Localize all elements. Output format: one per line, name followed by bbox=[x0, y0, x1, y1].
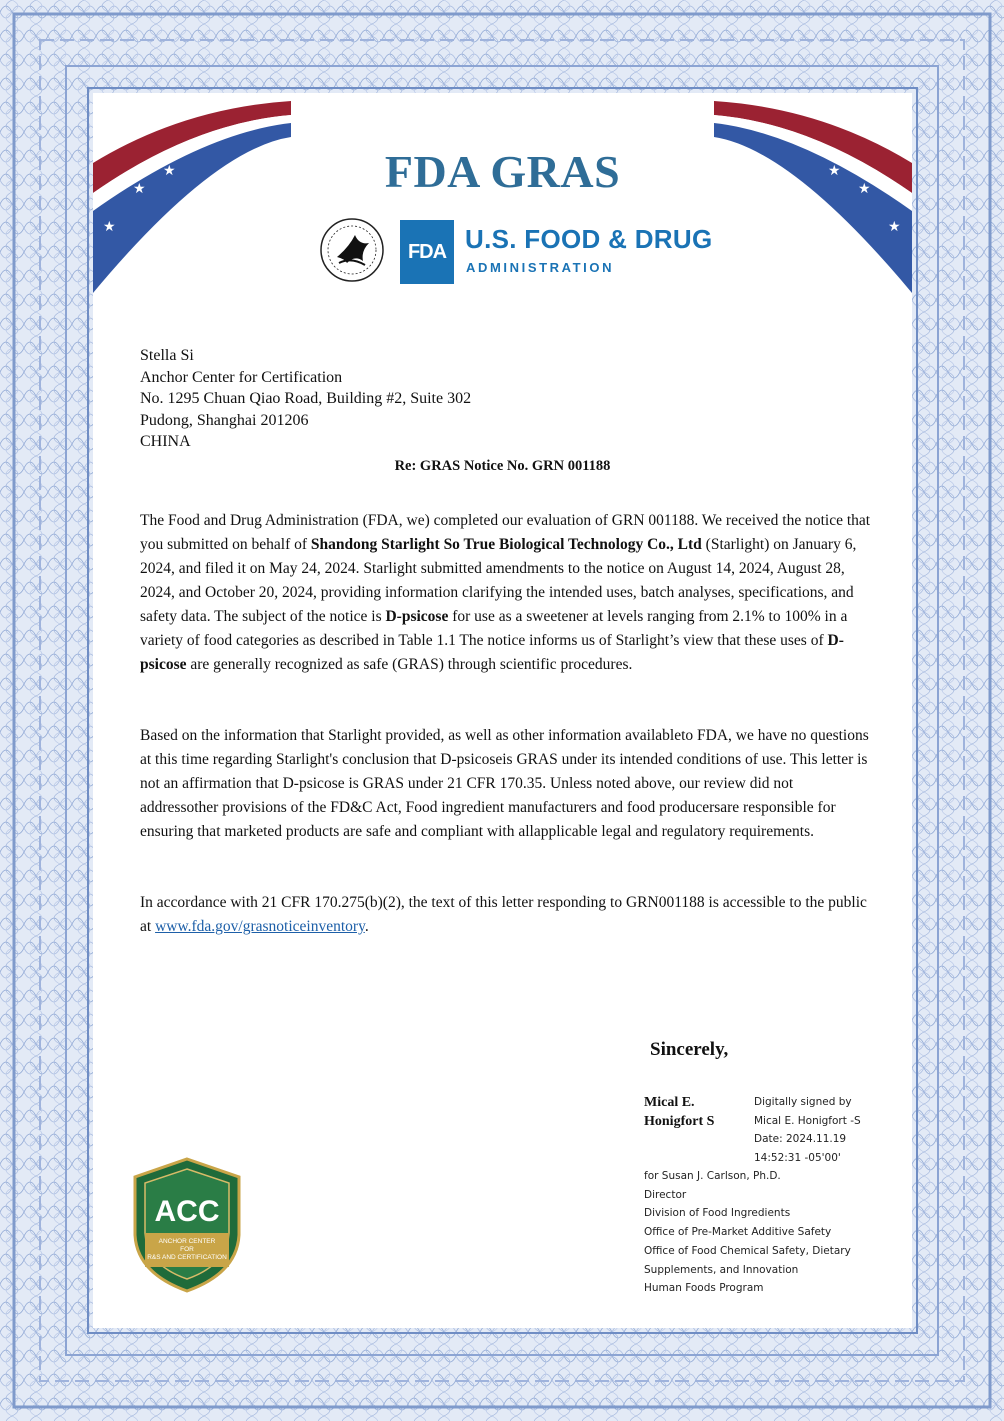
address-line: Pudong, Shanghai 201206 bbox=[140, 411, 309, 429]
agency-name: U.S. FOOD & DRUG bbox=[465, 224, 713, 254]
star-icon: ★ bbox=[858, 182, 871, 197]
text-span: (Starlight) on January 6, 2024, and filed it on May 24, 2024. Starlight submitted amendments to the notice on August 14, 2024, August 28, 2024, and October 20, 2024, providing information clarifying the intended uses, batch analyses, specifications, and safety data. The subject of the notice is bbox=[140, 536, 857, 625]
agency-subtitle: ADMINISTRATION bbox=[466, 260, 615, 275]
address-line: Stella Si bbox=[140, 347, 194, 364]
digital-signature-info bbox=[754, 1093, 861, 1167]
address-line: CHINA bbox=[140, 433, 191, 450]
hhs-seal-icon bbox=[319, 217, 385, 283]
digital-line: Date: 2024.11.19 bbox=[754, 1133, 847, 1145]
digital-line: Mical E. Honigfort -S bbox=[754, 1114, 861, 1127]
signature-block bbox=[644, 1167, 851, 1298]
company-name: Shandong Starlight So True Biological Technology Co., Ltd bbox=[310, 536, 702, 553]
signature-line: Director bbox=[644, 1188, 687, 1201]
page-title: FDA GRAS bbox=[384, 146, 621, 197]
fda-logo-icon: FDA bbox=[400, 220, 454, 284]
badge-sub-line: FOR bbox=[180, 1246, 194, 1253]
star-icon: ★ bbox=[888, 220, 901, 235]
paragraph-evaluation bbox=[140, 509, 875, 677]
signature-line: Supplements, and Innovation bbox=[644, 1263, 799, 1276]
signature-line: for Susan J. Carlson, Ph.D. bbox=[644, 1170, 781, 1182]
signature-line: Office of Pre-Market Additive Safety bbox=[644, 1226, 832, 1239]
address-line: Anchor Center for Certification bbox=[140, 368, 343, 386]
signature-line: Office of Food Chemical Safety, Dietary bbox=[644, 1244, 851, 1257]
paragraph-conclusion: Based on the information that Starlight provided, as well as other information availableto FDA, we have no questions at this time regarding Starlight's conclusion that D-psicoseis GRAS under its intended conditions of use. This letter is not an affirmation that D-psicose is GRAS under 21 CFR 170.35. Unless noted above, our review did not addressother provisions of the FD&C Act, Food ingredient manufacturers and food producersare responsible for ensuring that marketed products are safe and compliant with allapplicable legal and regulatory requirements. bbox=[140, 727, 869, 840]
star-icon: ★ bbox=[133, 182, 146, 197]
address-line: No. 1295 Chuan Qiao Road, Building #2, Suite 302 bbox=[140, 390, 472, 407]
digital-line: 14:52:31 -05'00' bbox=[754, 1151, 841, 1164]
corner-ribbons bbox=[93, 93, 912, 313]
digital-line: Digitally signed by bbox=[754, 1096, 852, 1108]
substance-name: D-psicose bbox=[140, 632, 844, 673]
signer-line: Mical E. bbox=[644, 1095, 695, 1110]
text-span: The Food and Drug Administration (FDA, we) completed our evaluation of GRN 001188. We received the notice that you submitted on behalf of bbox=[140, 512, 871, 553]
recipient-address bbox=[140, 345, 471, 453]
signer-line: Honigfort S bbox=[644, 1114, 715, 1129]
reference-line: Re: GRAS Notice No. GRN 001188 bbox=[394, 458, 611, 474]
star-icon: ★ bbox=[828, 164, 841, 179]
signature-line: Division of Food Ingredients bbox=[644, 1207, 791, 1220]
signature-line: Human Foods Program bbox=[644, 1282, 764, 1295]
badge-text: ACC bbox=[154, 1195, 220, 1228]
star-icon: ★ bbox=[103, 220, 116, 235]
gras-inventory-link[interactable]: www.fda.gov/grasnoticeinventory bbox=[155, 918, 365, 935]
text-span: In accordance with 21 CFR 170.275(b)(2), the text of this letter responding to GRN001188 is accessible to the public at bbox=[140, 894, 867, 935]
text-span: . bbox=[364, 918, 369, 935]
star-icon: ★ bbox=[163, 164, 176, 179]
text-span: are generally recognized as safe (GRAS) through scientific procedures. bbox=[186, 656, 633, 673]
substance-name: D-psicose bbox=[385, 608, 449, 625]
closing-sincerely: Sincerely, bbox=[650, 1039, 729, 1060]
paragraph-public-access bbox=[140, 891, 875, 939]
badge-sub-line: R&S AND CERTIFICATION bbox=[147, 1254, 227, 1261]
badge-sub-line: ANCHOR CENTER bbox=[158, 1238, 216, 1245]
signer-name bbox=[644, 1093, 749, 1131]
text-span: for use as a sweetener at levels ranging from 2.1% to 100% in a variety of food categories as described in Table 1.1 The notice informs us of Starlight’s view that these uses of bbox=[140, 608, 848, 649]
certificate-body bbox=[93, 93, 912, 1328]
acc-badge-icon bbox=[131, 1155, 243, 1295]
